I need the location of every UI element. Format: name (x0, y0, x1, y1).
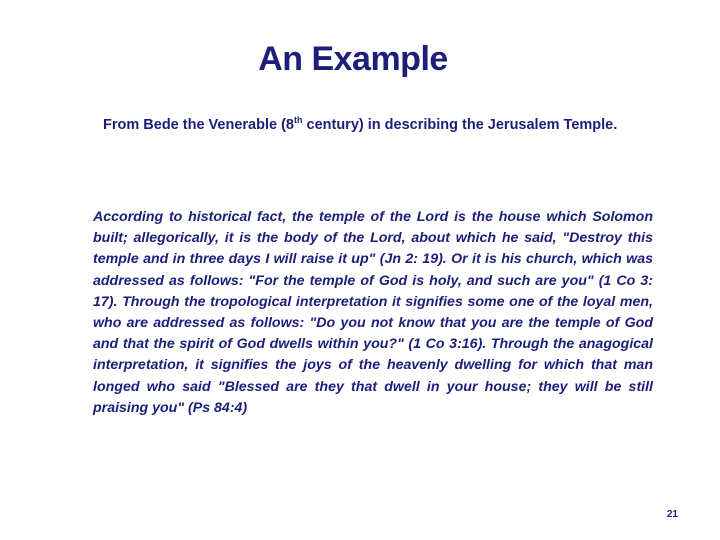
subtitle-text-after: century) in describing the Jerusalem Temple. (302, 117, 618, 133)
slide-subtitle (103, 115, 623, 136)
slide-title: An Example (258, 40, 448, 78)
page-number: 21 (666, 509, 678, 520)
subtitle-superscript: th (293, 115, 303, 126)
subtitle-text-before: From Bede the Venerable (8 (103, 117, 294, 133)
bede-quote: According to historical fact, the temple of the Lord is the house which Solomon built; allegorically, it is the body of the Lord, about which he said, "Destroy this temple and in three days I will raise it up" (Jn 2: 19). Or it is his church, which was addressed as follows: "For the temple of God is holy, and such are you" (1 Co 3: 17). Through the tropological interpretation it signifies some one of the loyal men, who are addressed as follows: "Do you not know that you are the temple of God and that the spirit of God dwells within you?" (1 Co 3:16). Through the anagogical interpretation, it signifies the joys of the heavenly dwelling for which that man longed who said "Blessed are they that dwell in your house; they will be still praising you" (Ps 84:4) (93, 209, 653, 416)
